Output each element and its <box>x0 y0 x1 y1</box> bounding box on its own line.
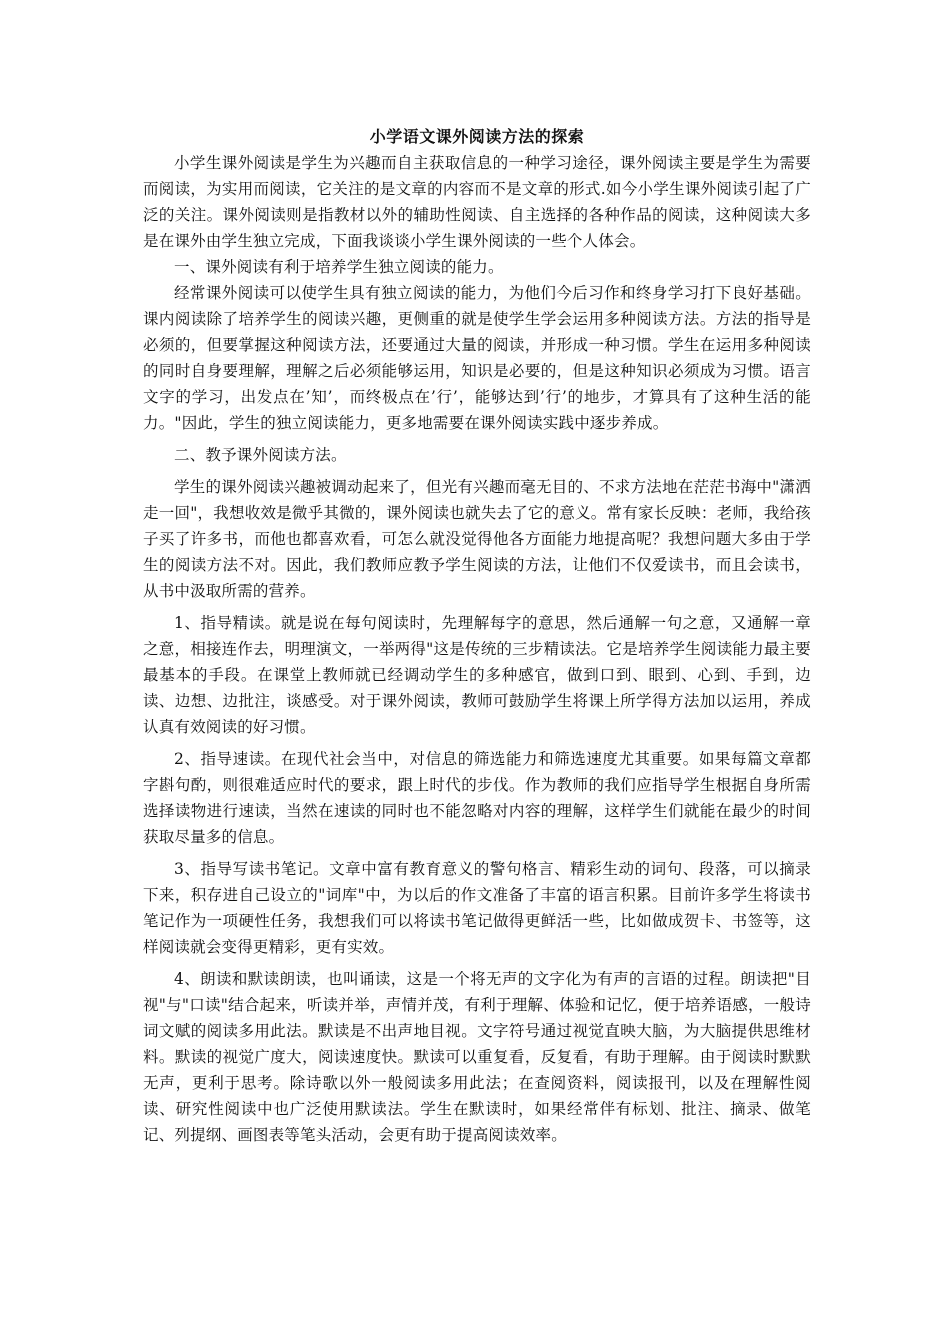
document-title: 小学语文课外阅读方法的探索 <box>369 127 585 146</box>
method-1-paragraph: 1、指导精读。就是说在每句阅读时，先理解每字的意思，然后通解一句之意，又通解一章之意，相接连作去，明理演文，一举两得"这是传统的三步精读法。它是培养学生阅读能力最主要最基本的手段。在课堂上教师就已经调动学生的多种感官，做到口到、眼到、心到、手到，边读、边想、边批注，谈感受。对于课外阅读，教师可鼓励学生将课上所学得方法加以运用，养成认真有效阅读的好习惯。 <box>143 614 811 736</box>
document-body <box>143 124 811 1148</box>
method-2-paragraph: 2、指导速读。在现代社会当中，对信息的筛选能力和筛选速度尤其重要。如果每篇文章都字斟句酌，则很难适应时代的要求，跟上时代的步伐。作为教师的我们应指导学生根据自身所需选择读物进行速读，当然在速读的同时也不能忽略对内容的理解，这样学生们就能在最少的时间获取尽量多的信息。 <box>143 750 811 846</box>
method-4-paragraph: 4、朗读和默读朗读，也叫诵读，这是一个将无声的文字化为有声的言语的过程。朗读把"目视"与"口读"结合起来，听读并举，声情并茂，有利于理解、体验和记忆，便于培养语感，一般诗词文赋的阅读多用此法。默读是不出声地目视。文字符号通过视觉直映大脑，为大脑提供思维材料。默读的视觉广度大，阅读速度快。默读可以重复看，反复看，有助于理解。由于阅读时默默无声，更利于思考。除诗歌以外一般阅读多用此法；在查阅资料，阅读报刊，以及在理解性阅读、研究性阅读中也广泛使用默读法。学生在默读时，如果经常伴有标划、批注、摘录、做笔记、列提纲、画图表等笔头活动，会更有助于提高阅读效率。 <box>143 970 811 1144</box>
section-2-paragraph: 学生的课外阅读兴趣被调动起来了，但光有兴趣而毫无目的、不求方法地在茫茫书海中"潇洒走一回"，我想收效是微乎其微的，课外阅读也就失去了它的意义。常有家长反映：老师，我给孩子买了许多书，而他也都喜欢看，可怎么就没觉得他各方面能力地提高呢？我想问题大多由于学生的阅读方法不对。因此，我们教师应教予学生阅读的方法，让他们不仅爱读书，而且会读书，从书中汲取所需的营养。 <box>143 478 811 600</box>
section-1-paragraph: 经常课外阅读可以使学生具有独立阅读的能力，为他们今后习作和终身学习打下良好基础。课内阅读除了培养学生的阅读兴趣，更侧重的就是使学生学会运用多种阅读方法。方法的指导是必须的，但要掌握这种阅读方法，还要通过大量的阅读，并形成一种习惯。学生在运用多种阅读的同时自身要理解，理解之后必须能够运用，知识是必要的，但是这种知识必须成为习惯。语言文字的学习，出发点在’知’，而终极点在’行’，能够达到’行’的地步，才算具有了这种生活的能力。"因此，学生的独立阅读能力，更多地需要在课外阅读实践中逐步养成。 <box>143 284 811 432</box>
section-heading-1: 一、课外阅读有利于培养学生独立阅读的能力。 <box>174 258 504 276</box>
section-heading-2: 二、教予课外阅读方法。 <box>174 446 347 464</box>
method-3-paragraph: 3、指导写读书笔记。文章中富有教育意义的警句格言、精彩生动的词句、段落，可以摘录下来，积存进自己设立的"词库"中，为以后的作文准备了丰富的语言积累。目前许多学生将读书笔记作为一项硬性任务，我想我们可以将读书笔记做得更鲜活一些，比如做成贺卡、书签等，这样阅读就会变得更精彩，更有实效。 <box>143 860 811 956</box>
intro-paragraph: 小学生课外阅读是学生为兴趣而自主获取信息的一种学习途径，课外阅读主要是学生为需要而阅读，为实用而阅读，它关注的是文章的内容而不是文章的形式.如今小学生课外阅读引起了广泛的关注。课外阅读则是指教材以外的辅助性阅读、自主选择的各种作品的阅读，这种阅读大多是在课外由学生独立完成，下面我谈谈小学生课外阅读的一些个人体会。 <box>143 154 811 250</box>
